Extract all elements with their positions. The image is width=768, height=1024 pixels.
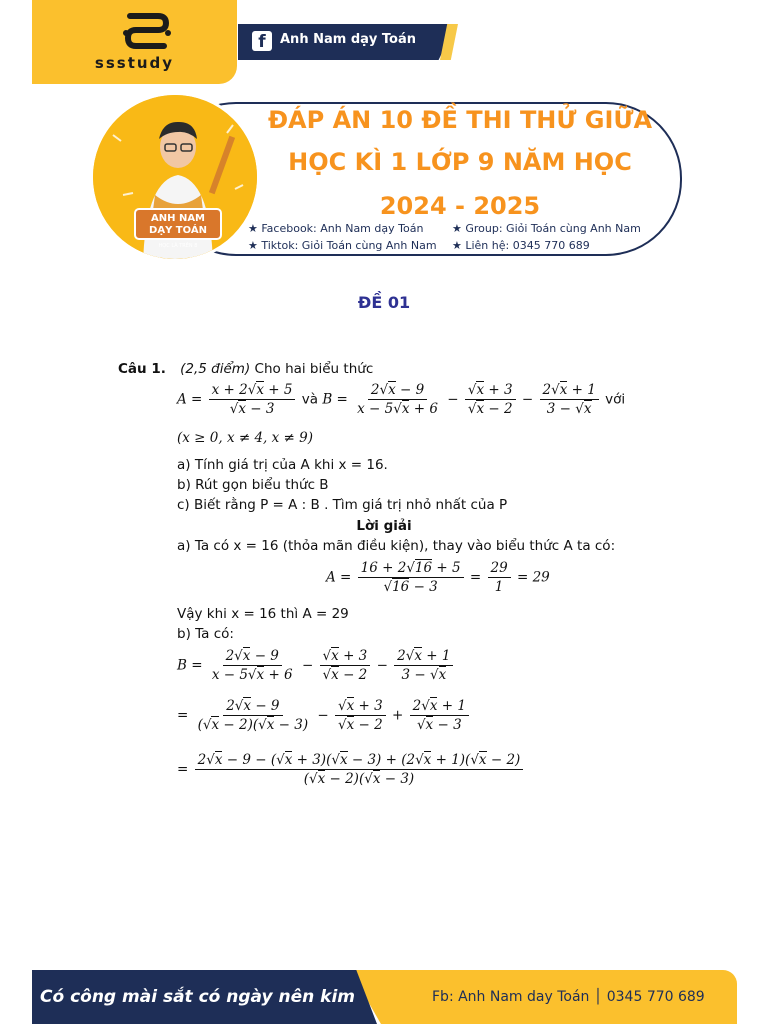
question-header (118, 361, 373, 377)
brand-logo-box (32, 0, 237, 84)
info-tiktok: ★ Tiktok: Giỏi Toán cùng Anh Nam (248, 239, 437, 252)
solution-heading: Lời giải (356, 518, 412, 534)
page-footer (32, 970, 737, 1024)
badge-line3: HỌC LÀ TRÊN 8 (158, 243, 198, 249)
star-icon: ★ (452, 222, 466, 235)
star-icon: ★ (248, 222, 262, 235)
with-word: với (605, 391, 626, 408)
ssstudy-logo-icon (122, 12, 172, 54)
part-c: c) Biết rằng P = A : B . Tìm giá trị nhỏ nhất của P (177, 497, 508, 513)
expression-a-b: A = $\frac{x + 2√x + 5}{√x - 3}$ và B = $\frac{2√x - 9}{x - 5√x + 6}$ − $\frac{√x + 3}{√x - 2}$ − $\frac{2√x + 1}{3 - √x}$ với (177, 382, 626, 417)
solution-b-intro: b) Ta có: (177, 626, 234, 642)
banner-title-line2: HỌC KÌ 1 LỚP 9 NĂM HỌC (288, 148, 632, 176)
solution-a-result: Vậy khi x = 16 thì A = 29 (177, 606, 349, 622)
footer-slogan: Có công mài sắt có ngày nên kim (40, 987, 355, 1007)
solution-b-step3: = $\frac{2√x - 9 - (√x + 3)(√x - 3) + (2√x + 1)(√x - 2)}{(√x - 2)(√x - 3)}$ (177, 752, 525, 787)
star-icon: ★ (452, 239, 466, 252)
info-group: ★ Group: Giỏi Toán cùng Anh Nam (452, 222, 641, 235)
solution-b-step1: B = $\frac{2√x - 9}{x - 5√x + 6}$ − $\frac{√x + 3}{√x - 2}$ − $\frac{2√x + 1}{3 - √x}$ (177, 648, 455, 683)
exam-title: ĐỀ 01 (357, 293, 411, 312)
question-points: (2,5 điểm) (180, 361, 251, 377)
and-word: và (301, 391, 319, 408)
part-a: a) Tính giá trị của A khi x = 16. (177, 457, 388, 473)
question-intro: Cho hai biểu thức (254, 361, 374, 377)
badge-line1: ANH NAM (150, 213, 206, 224)
info-facebook: ★ Facebook: Anh Nam dạy Toán (248, 222, 424, 235)
solution-a-intro: a) Ta có x = 16 (thỏa mãn điều kiện), thay vào biểu thức A ta có: (177, 538, 616, 554)
star-icon: ★ (248, 239, 262, 252)
condition: (x ≥ 0, x ≠ 4, x ≠ 9) (177, 430, 313, 446)
facebook-icon[interactable]: f (252, 31, 272, 51)
banner-title-line3: 2024 - 2025 (379, 192, 541, 220)
question-label: Câu 1. (118, 361, 166, 377)
part-b: b) Rút gọn biểu thức B (177, 477, 329, 493)
author-portrait-icon (93, 95, 260, 262)
author-avatar (90, 92, 260, 262)
page-header (0, 0, 768, 84)
banner-title-line1: ĐÁP ÁN 10 ĐỀ THI THỬ GIỮA (267, 106, 653, 134)
brand-name: ssstudy (94, 54, 175, 72)
badge-line2: DẠY TOÁN (149, 225, 207, 236)
solution-b-step2: = $\frac{2√x - 9}{(√x - 2)(√x - 3)}$ − $\frac{√x + 3}{√x - 2}$ + $\frac{2√x + 1}{√x - 3}$ (177, 698, 471, 733)
solution-a-calc: A = $\frac{16 + 2√16 + 5}{√16 - 3}$ = $\frac{29}{1}$ = 29 (326, 560, 550, 595)
facebook-label[interactable]: Anh Nam dạy Toán (280, 32, 416, 47)
title-banner (90, 92, 682, 262)
info-contact: ★ Liên hệ: 0345 770 689 (452, 239, 590, 252)
footer-contact: Fb: Anh Nam day Toán │ 0345 770 689 (432, 989, 705, 1005)
